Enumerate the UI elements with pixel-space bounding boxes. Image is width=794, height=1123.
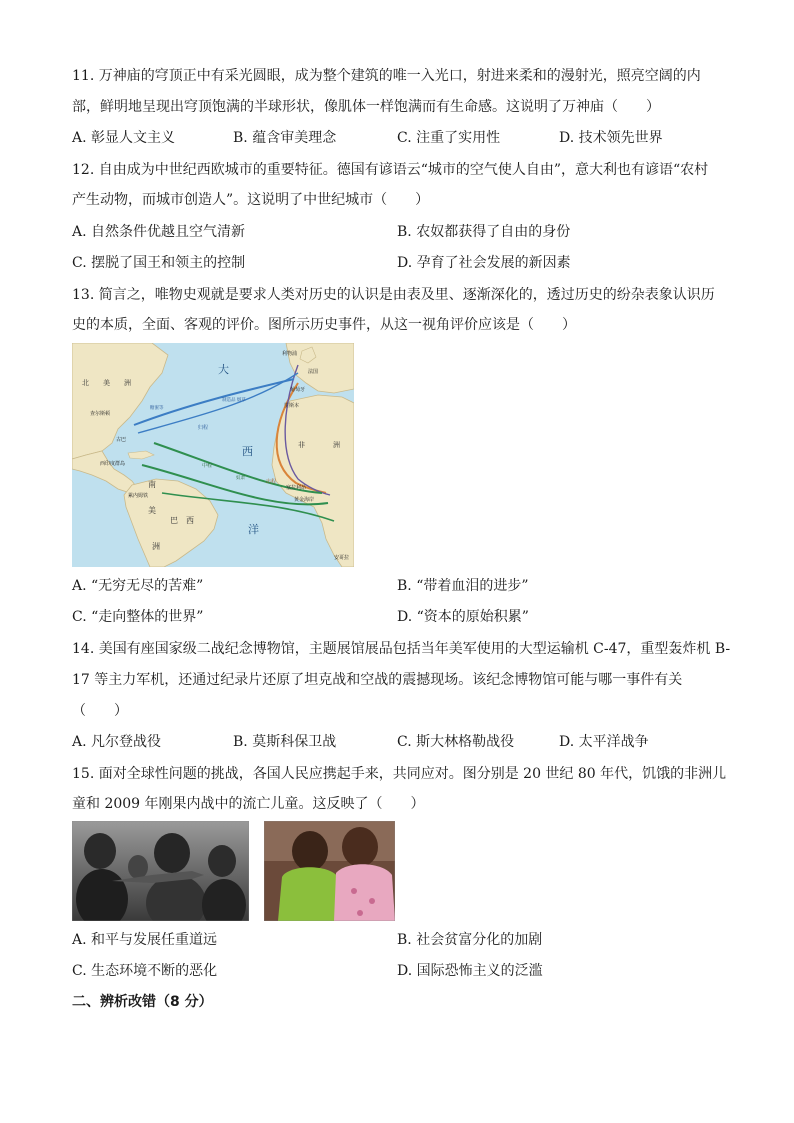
label-africa: 非 洲 (298, 441, 340, 449)
q11-option-c: C. 注重了实用性 (397, 130, 501, 146)
label-portugal: 葡萄牙 (290, 387, 306, 393)
label-charleston: 查尔斯顿 (90, 411, 111, 417)
q14-option-b: B. 莫斯科保卫战 (233, 734, 337, 750)
label-atlantic-1: 大 (218, 363, 229, 376)
label-france: 法国 (308, 369, 319, 375)
q11-option-d: D. 技术领先世界 (559, 130, 663, 146)
label-goods-3: 奴隶 (236, 476, 245, 481)
q12-option-b: B. 农奴都获得了自由的身份 (397, 224, 571, 240)
q13-option-b: B. “带着血泪的进步” (397, 578, 529, 594)
q14-line-2: 17 等主力军机，还通过纪录片还原了坦克战和空战的震撼现场。该纪念博物馆可能与哪一事件有关 (72, 672, 683, 688)
label-south-america-2: 美 (148, 506, 156, 515)
q12-option-c: C. 摆脱了国王和领主的控制 (72, 255, 246, 271)
q12-line-2: 产生动物，而城市创造人”。这说明了中世纪城市（ ） (72, 192, 430, 208)
q11-line-1: 11. 万神庙的穹顶正中有采光圆眼，成为整个建筑的唯一入光口，射进来柔和的漫射光，照亮空阔的内 (72, 68, 701, 84)
q15-line-1: 15. 面对全球性问题的挑战，各国人民应携起手来，共同应对。图分别是 20 世纪 80 年代，饥饿的非洲儿 (72, 766, 727, 782)
label-south-america-3: 洲 (152, 542, 160, 551)
label-lisbon: 里斯本 (284, 403, 300, 409)
label-brazil: 巴 西 (170, 516, 194, 525)
triangular-trade-map (72, 343, 354, 567)
label-goods-2: 制造品 烟草 (222, 398, 246, 403)
label-goods-1: 糖蜜等 (150, 406, 164, 411)
q14-option-a: A. 凡尔登战役 (72, 734, 162, 750)
label-liverpool: 利物浦 (282, 351, 298, 357)
label-gold-coast: 黄金海岸 (294, 497, 315, 503)
label-south-america-1: 南 (148, 480, 156, 489)
q14-line-1: 14. 美国有座国家级二战纪念博物馆，主题展馆展品包括当年美军使用的大型运输机 C-47，重型轰炸机 B- (72, 641, 731, 657)
q11-option-a: A. 彰显人文主义 (72, 130, 176, 146)
label-route-out: 出程 (266, 479, 277, 485)
photo-congo-refugee-children (264, 821, 395, 921)
label-atlantic-3: 洋 (248, 523, 259, 536)
label-cuba: 古巴 (116, 437, 127, 443)
label-route-return: 归程 (198, 425, 209, 431)
q12-option-a: A. 自然条件优越且空气清新 (72, 224, 246, 240)
label-sierra-leone: 塞拉利昂 (286, 485, 307, 491)
q13-line-2: 史的本质，全面、客观的评价。图所示历史事件，从这一视角评价应该是（ ） (72, 317, 576, 333)
q15-option-a: A. 和平与发展任重道远 (72, 932, 218, 948)
q15-option-d: D. 国际恐怖主义的泛滥 (397, 963, 543, 979)
q15-option-c: C. 生态环境不断的恶化 (72, 963, 218, 979)
q14-line-3: （ ） (72, 703, 128, 719)
q13-option-c: C. “走向整体的世界” (72, 609, 204, 625)
label-route-middle: 中程 (202, 463, 213, 469)
q14-option-c: C. 斯大林格勒战役 (397, 734, 515, 750)
q14-option-d: D. 太平洋战争 (559, 734, 649, 750)
photo-hungry-african-children (72, 821, 249, 921)
q12-line-1: 12. 自由成为中世纪西欧城市的重要特征。德国有谚语云“城市的空气使人自由”，意大利也有谚语“农村 (72, 162, 709, 178)
section-title: 二、辨析改错（8 分） (72, 994, 213, 1010)
label-atlantic-2: 西 (242, 445, 253, 458)
q11-line-2: 部，鲜明地呈现出穹顶饱满的半球形状，像肌体一样饱满而有生命感。这说明了万神庙（ ） (72, 99, 660, 115)
label-west-indies: 西印度群岛 (100, 461, 126, 467)
label-north-america: 北 美 洲 (82, 379, 131, 387)
q12-option-d: D. 孕育了社会发展的新因素 (397, 255, 571, 271)
q13-option-a: A. “无穷无尽的苦难” (72, 578, 204, 594)
q13-option-d: D. “资本的原始积累” (397, 609, 529, 625)
q11-option-b: B. 蕴含审美理念 (233, 130, 337, 146)
label-pernambuco: 累内姆铁 (128, 493, 149, 499)
label-angola: 安哥拉 (334, 555, 350, 561)
q15-option-b: B. 社会贫富分化的加剧 (397, 932, 543, 948)
q13-line-1: 13. 简言之，唯物史观就是要求人类对历史的认识是由表及里、逐渐深化的，透过历史的纷杂表象认识历 (72, 287, 715, 303)
q15-line-2: 童和 2009 年刚果内战中的流亡儿童。这反映了（ ） (72, 796, 425, 812)
